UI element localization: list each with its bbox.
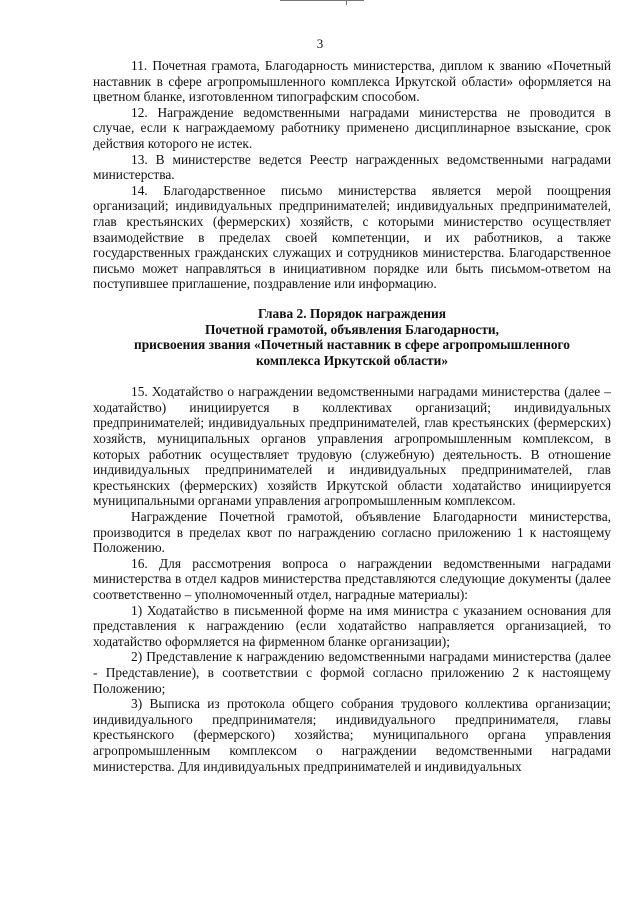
paragraph-16: 16. Для рассмотрения вопроса о награждении ведомственными наградами министерства в отдел кадров министерства представляются следующие документы (далее соответственно – уполномоченный отдел, наградные материалы): (93, 555, 611, 602)
list-item-2: 2) Представление к награждению ведомственными наградами министерства (далее - Представление), в соответствии с формой согласно приложению 2 к настоящему Положению; (93, 649, 611, 696)
page-number: 3 (316, 36, 324, 51)
scan-edge-mark (346, 0, 347, 5)
paragraph-12: 12. Награждение ведомственными наградами министерства не проводится в случае, если к награждаемому работнику применено дисциплинарное взыскание, срок действия которого не истек. (93, 104, 611, 151)
paragraph-quota: Награждение Почетной грамотой, объявление Благодарности министерства, производится в пределах квот по награждению согласно приложению 1 к настоящему Положению. (93, 509, 611, 556)
document-body (93, 58, 611, 774)
chapter-heading (93, 306, 611, 368)
chapter-heading-line: присвоения звания «Почетный наставник в сфере агропромышленного (134, 337, 570, 353)
scan-edge-line (280, 0, 364, 1)
chapter-heading-line: Почетной грамотой, объявления Благодарности, (205, 321, 499, 337)
paragraph-11: 11. Почетная грамота, Благодарность министерства, диплом к званию «Почетный наставник в сфере агропромышленного комплекса Иркутской области» оформляется на цветном бланке, изготовленном типографским способом. (93, 58, 611, 105)
paragraph-15: 15. Ходатайство о награждении ведомственными наградами министерства (далее – ходатайство) инициируется в коллективах организаций; индивидуальных предпринимателей; индивидуальных предпринимателей, глав крестьянских (фермерских) хозяйств, муниципальных органов управления агропромышленным комплексом, в которых работник осуществляет трудовую (служебную) деятельность. В отношение индивидуальных предпринимателей и индивидуальных предпринимателей, глав крестьянских (фермерских) хозяйств Иркутской области ходатайство инициируется муниципальными органами управления агропромышленным комплексом. (93, 384, 611, 509)
paragraph-13: 13. В министерстве ведется Реестр награжденных ведомственными наградами министерства. (93, 151, 611, 183)
chapter-heading-line: Глава 2. Порядок награждения (258, 305, 446, 321)
list-item-3: 3) Выписка из протокола общего собрания трудового коллектива организации; индивидуального предпринимателя; индивидуального предпринимателя, главы крестьянского (фермерского) хозяйства; муниципального органа управления агропромышленным комплексом о награждении ведомственными наградами министерства. Для индивидуальных предпринимателей и индивидуальных (93, 696, 611, 774)
list-item-1: 1) Ходатайство в письменной форме на имя министра с указанием основания для представления к награждению (если ходатайство направляется организацией, то ходатайство оформляется на фирменном бланке организации); (93, 602, 611, 649)
paragraph-14: 14. Благодарственное письмо министерства является мерой поощрения организаций; индивидуальных предпринимателей; индивидуальных предпринимателей, глав крестьянских (фермерских) хозяйств, с которыми министерство осуществляет взаимодействие в пределах своей компетенции, и их работников, а также государственных гражданских служащих и сотрудников министерства. Благодарственное письмо может направляться в инициативном порядке или быть письмом-ответом на поступившее приглашение, поздравление или информацию. (93, 182, 611, 292)
chapter-heading-line: комплекса Иркутской области» (255, 352, 449, 368)
